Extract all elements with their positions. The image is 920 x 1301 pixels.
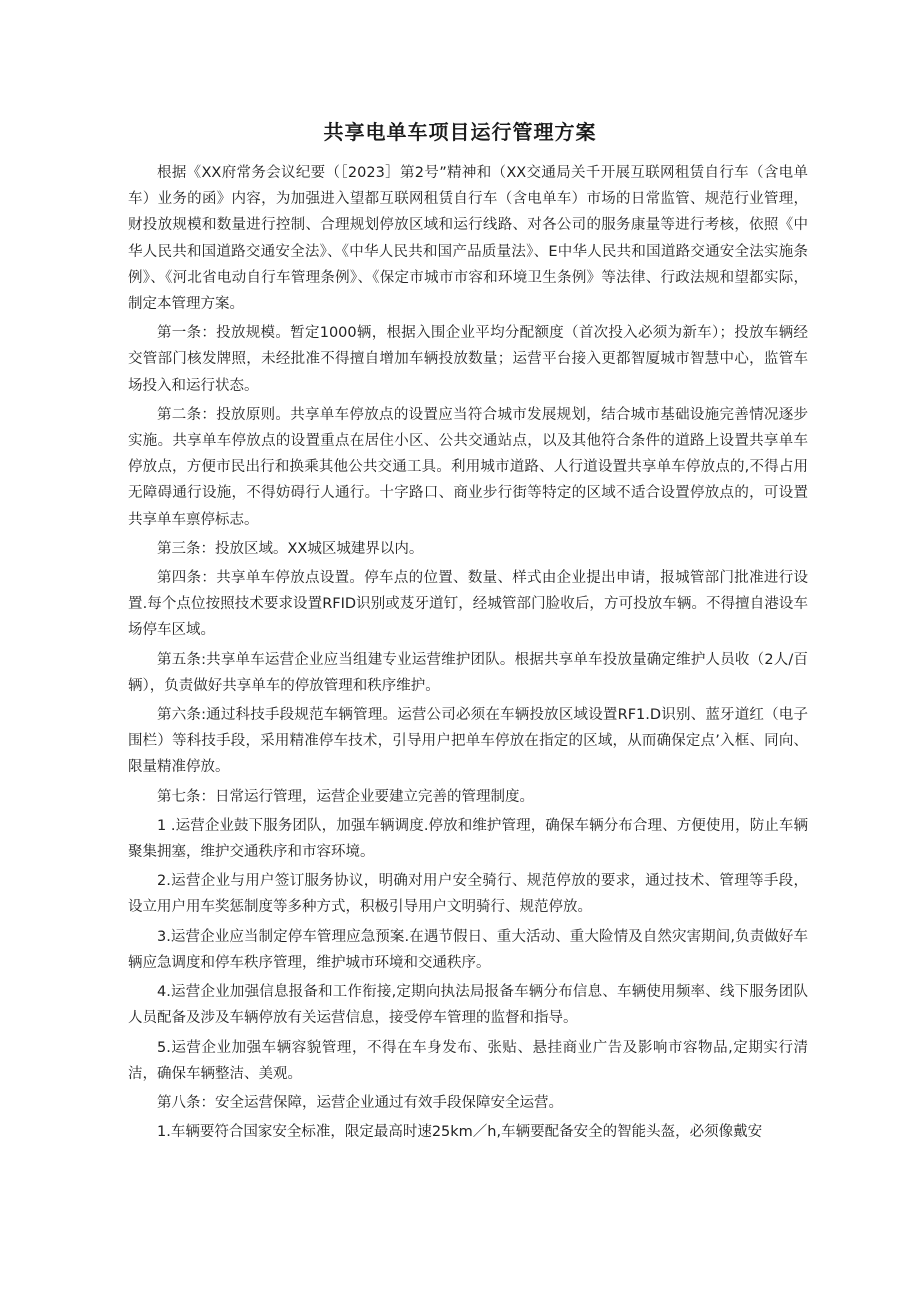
- document-body: [128, 160, 808, 1148]
- paragraph-article-3: 第三条：投放区域。XX城区城建界以内。: [157, 540, 424, 557]
- paragraph-article-6: 第六条:通过科技手段规范车辆管理。运营公司必须在车辆投放区域设置RF1.D识别、蓝牙道红（电子围栏）等科技手段，采用精准停车技术，引导用户把单车停放在指定的区域，从而确保定点’入框、同向、限量精准停放。: [128, 707, 808, 776]
- paragraph-article-8: 第八条：安全运营保障，运营企业通过有效手段保障安全运营。: [157, 1094, 563, 1111]
- paragraph-item-7-5: 5.运营企业加强车辆容貌管理，不得在车身发布、张贴、悬挂商业广告及影响市容物品,定期实行清洁，确保车辆整洁、美观。: [128, 1039, 808, 1082]
- paragraph-item-7-2: 2.运营企业与用户签订服务协议，明确对用户安全骑行、规范停放的要求，通过技术、管理等手段，设立用户用车奖惩制度等多种方式，积极引导用户文明骑行、规范停放。: [128, 873, 808, 916]
- paragraph-article-5: 第五条:共享单车运营企业应当组建专业运营维护团队。根据共享单车投放量确定维护人员收（2人/百辆），负责做好共享单车的停放管理和秩序维护。: [128, 651, 808, 694]
- paragraph-item-7-3: 3.运营企业应当制定停车管理应急预案.在遇节假日、重大活动、重大险情及自然灾害期间,负责做好车辆应急调度和停车秩序管理，维护城市环境和交通秩序。: [128, 928, 808, 971]
- paragraph-item-8-1: 1.车辆要符合国家安全标准，限定最高时速25km／h,车辆要配备安全的智能头盔，必须像戴安: [157, 1124, 763, 1141]
- paragraph-intro: 根据《XX府常务会议纪要（［2023］第2号”精神和（XX交通局关千开展互联网租赁自行车（含电单车）业务的函》内容，为加强进入望都互联网租赁自行车（含电单车）市场的日常监管、规范行业管理，财投放规模和数量进行控制、合理规划停放区域和运行线路、对各公司的服务康量等进行考核，依照《中华人民共和国道路交通安全法》、《中华人民共和国产品质量法》、E中华人民共和国道路交通安全法实施条例》、《河北省电动自行车管理条例》、《保定市城市市容和环境卫生条例》等法律、行政法规和望都实际，制定本管理方案。: [128, 165, 808, 313]
- paragraph-item-7-1: 1 .运营企业鼓下服务团队，加强车辆调度.停放和维护管理，确保车辆分布合理、方便使用，防止车辆聚集拥塞，维护交通秩序和市容环境。: [128, 817, 808, 861]
- paragraph-article-1: 第一条：投放规模。暂定1000辆，根据入围企业平均分配额度（首次投入必须为新车）；投放车辆经交管部门核发牌照，未经批准不得擅自增加车辆投放数量；运营平台接入更都智厦城市智慧中心，监管车场投入和运行状态。: [128, 325, 808, 394]
- document-title: 共享电单车项目运行管理方案: [323, 120, 597, 144]
- paragraph-item-7-4: 4.运营企业加强信息报备和工作衔接,定期向执法局报备车辆分布信息、车辆使用频率、线下服务团队人员配备及涉及车辆停放有关运营信息，接受停车管理的监督和指导。: [128, 984, 808, 1027]
- paragraph-article-7: 第七条：日常运行管理，运营企业要建立完善的管理制度。: [157, 788, 534, 805]
- paragraph-article-4: 第四条：共享单车停放点设置。停车点的位置、数量、样式由企业提出申请，报城管部门批准进行设置.每个点位按照技术要求设置RFID识别或芨牙道钉，经城管部门脸收后，方可投放车辆。不得擅自港设车场停车区域。: [128, 570, 808, 639]
- paragraph-article-2: 第二条：投放原则。共享单车停放点的设置应当符合城市发展规划，结合城市基础设施完善情况逐步实施。共享单车停放点的设置重点在居住小区、公共交通站点，以及其他符合条件的道路上设置共享单车停放点，方便市民出行和换乘其他公共交通工具。利用城市道路、人行道设置共享单车停放点的,不得占用无障碍通行设施，不得妨碍行人通行。十字路口、商业步行街等特定的区域不适合设置停放点的，可设置共享单车禀停标志。: [128, 406, 808, 528]
